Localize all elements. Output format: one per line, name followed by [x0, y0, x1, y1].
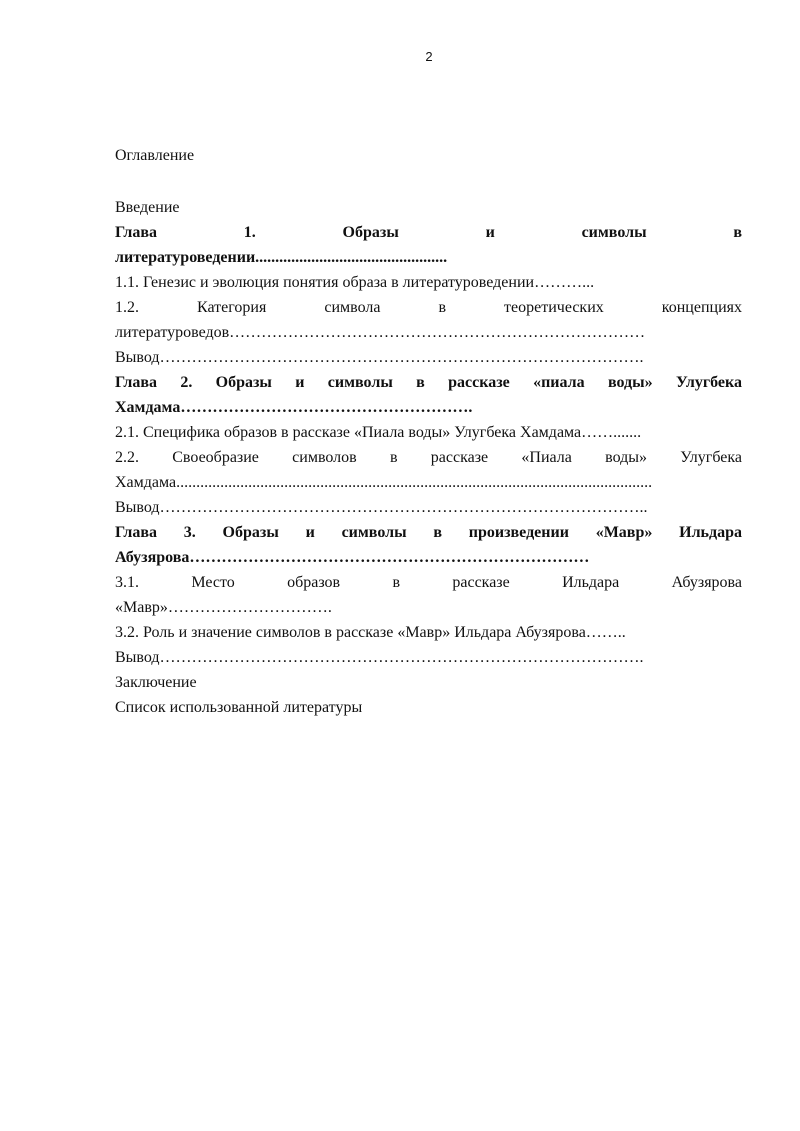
toc-entry-line: Глава 2. Образы и символы в рассказе «пиала воды» Улугбека: [115, 374, 742, 391]
toc-entry-line: Глава 3. Образы и символы в произведении «Мавр» Ильдара: [115, 524, 742, 541]
toc-entry-line: 1.2. Категория символа в теоретических концепциях: [115, 299, 742, 316]
toc-entry-1-1[interactable]: [115, 270, 742, 295]
toc-entry-1-2[interactable]: [115, 295, 742, 345]
page-number: 2: [425, 49, 433, 64]
table-of-contents: [115, 195, 742, 720]
toc-entry-line: 2.2. Своеобразие символов в рассказе «Пиала воды» Улугбека: [115, 449, 742, 466]
toc-entry-line: литературоведении................................................: [115, 249, 448, 266]
toc-entry-bibliography[interactable]: [115, 695, 742, 720]
toc-entry-conclusion-chapter-2[interactable]: [115, 495, 742, 520]
toc-entry-line: Хамдама……………………………………………….: [115, 399, 473, 416]
toc-entry-line: «Мавр»………………………….: [115, 599, 332, 616]
toc-entry-line: 3.2. Роль и значение символов в рассказе «Мавр» Ильдара Абузярова……..: [115, 624, 626, 641]
toc-entry-line: 3.1. Место образов в рассказе Ильдара Абузярова: [115, 574, 742, 591]
toc-entry-line: Заключение: [115, 674, 197, 691]
toc-entry-3-1[interactable]: [115, 570, 742, 620]
toc-entry-line: литературоведов……………………………………………………………………: [115, 324, 646, 341]
toc-entry-2-1[interactable]: [115, 420, 742, 445]
toc-entry-final-conclusion[interactable]: [115, 670, 742, 695]
toc-entry-conclusion-chapter-1[interactable]: [115, 345, 742, 370]
toc-entry-conclusion-chapter-3[interactable]: [115, 645, 742, 670]
toc-entry-line: 1.1. Генезис и эволюция понятия образа в литературоведении………...: [115, 274, 595, 291]
toc-entry-introduction[interactable]: [115, 195, 742, 220]
toc-entry-chapter-2[interactable]: [115, 370, 742, 420]
toc-entry-chapter-3[interactable]: [115, 520, 742, 570]
toc-entry-line: Список использованной литературы: [115, 699, 363, 716]
toc-entry-line: Абузярова…………………………………………………………………: [115, 549, 590, 566]
toc-title: Оглавление: [115, 147, 195, 164]
toc-entry-line: Хамдама.......................................................................................................................: [115, 474, 653, 491]
toc-entry-3-2[interactable]: [115, 620, 742, 645]
toc-entry-line: Вывод………………………………………………………………………………..: [115, 499, 648, 516]
toc-entry-line: Вывод……………………………………………………………………………….: [115, 349, 644, 366]
toc-entry-line: Вывод……………………………………………………………………………….: [115, 649, 644, 666]
toc-entry-chapter-1[interactable]: [115, 220, 742, 270]
toc-entry-line: Введение: [115, 199, 180, 216]
toc-entry-line: Глава 1. Образы и символы в: [115, 224, 742, 241]
toc-entry-line: 2.1. Специфика образов в рассказе «Пиала воды» Улугбека Хамдама…….......: [115, 424, 642, 441]
toc-entry-2-2[interactable]: [115, 445, 742, 495]
